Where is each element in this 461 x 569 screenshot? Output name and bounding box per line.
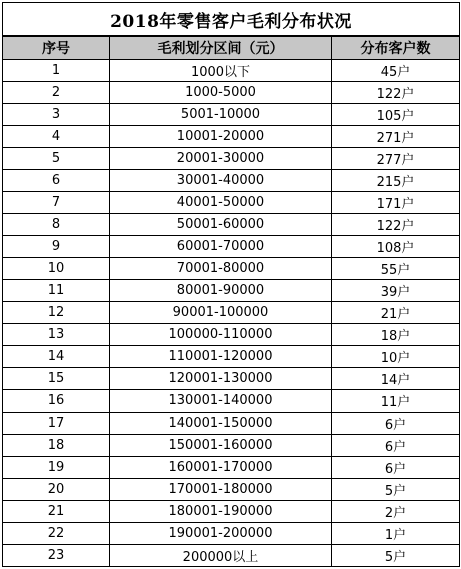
row-index-cell: 12 [3,302,110,324]
customer-count-cell: 2户 [332,500,460,522]
customer-count-cell: 14户 [332,368,460,390]
customer-count-cell: 171户 [332,192,460,214]
row-index-cell: 22 [3,522,110,544]
row-index-cell: 13 [3,324,110,346]
table-row [3,346,460,368]
margin-range-cell: 120001-130000 [110,368,332,390]
margin-range-cell: 60001-70000 [110,236,332,258]
header-index: 序号 [3,36,110,60]
margin-range-cell: 100000-110000 [110,324,332,346]
row-index-cell: 11 [3,280,110,302]
customer-count-cell: 21户 [332,302,460,324]
customer-count-cell: 215户 [332,170,460,192]
margin-range-cell: 190001-200000 [110,522,332,544]
row-index-cell: 7 [3,192,110,214]
table-body [3,60,460,567]
table-row [3,478,460,500]
table-row [3,522,460,544]
margin-range-cell: 130001-140000 [110,390,332,412]
margin-range-cell: 20001-30000 [110,148,332,170]
customer-count-cell: 105户 [332,104,460,126]
table-row [3,236,460,258]
table-row [3,500,460,522]
row-index-cell: 21 [3,500,110,522]
table-title: 2018年零售客户毛利分布状况 [3,3,460,37]
row-index-cell: 8 [3,214,110,236]
customer-count-cell: 5户 [332,478,460,500]
margin-range-cell: 90001-100000 [110,302,332,324]
table-row [3,368,460,390]
header-row [3,36,460,60]
customer-count-cell: 122户 [332,82,460,104]
row-index-cell: 16 [3,390,110,412]
margin-range-cell: 160001-170000 [110,456,332,478]
header-customer-count: 分布客户数 [332,36,460,60]
customer-count-cell: 6户 [332,434,460,456]
row-index-cell: 9 [3,236,110,258]
row-index-cell: 6 [3,170,110,192]
margin-range-cell: 150001-160000 [110,434,332,456]
customer-count-cell: 55户 [332,258,460,280]
table-row [3,82,460,104]
row-index-cell: 1 [3,60,110,82]
row-index-cell: 4 [3,126,110,148]
customer-count-cell: 108户 [332,236,460,258]
table-row [3,104,460,126]
customer-count-cell: 45户 [332,60,460,82]
table-row [3,280,460,302]
row-index-cell: 10 [3,258,110,280]
row-index-cell: 2 [3,82,110,104]
margin-range-cell: 40001-50000 [110,192,332,214]
row-index-cell: 19 [3,456,110,478]
table-row [3,324,460,346]
table-row [3,456,460,478]
customer-count-cell: 271户 [332,126,460,148]
row-index-cell: 20 [3,478,110,500]
margin-range-cell: 170001-180000 [110,478,332,500]
row-index-cell: 17 [3,412,110,434]
table-row [3,192,460,214]
row-index-cell: 3 [3,104,110,126]
customer-count-cell: 277户 [332,148,460,170]
row-index-cell: 15 [3,368,110,390]
table-row [3,214,460,236]
customer-count-cell: 5户 [332,544,460,566]
customer-count-cell: 18户 [332,324,460,346]
table-row [3,170,460,192]
row-index-cell: 18 [3,434,110,456]
row-index-cell: 5 [3,148,110,170]
table-row [3,148,460,170]
margin-range-cell: 110001-120000 [110,346,332,368]
margin-range-cell: 200000以上 [110,544,332,566]
table-row [3,434,460,456]
margin-range-cell: 1000-5000 [110,82,332,104]
table-row [3,412,460,434]
customer-count-cell: 6户 [332,456,460,478]
customer-count-cell: 11户 [332,390,460,412]
customer-count-cell: 10户 [332,346,460,368]
table-row [3,258,460,280]
customer-count-cell: 39户 [332,280,460,302]
customer-count-cell: 122户 [332,214,460,236]
table-row [3,60,460,82]
distribution-table [2,2,460,567]
margin-range-cell: 80001-90000 [110,280,332,302]
customer-count-cell: 1户 [332,522,460,544]
row-index-cell: 14 [3,346,110,368]
margin-range-cell: 1000以下 [110,60,332,82]
customer-count-cell: 6户 [332,412,460,434]
margin-range-cell: 5001-10000 [110,104,332,126]
table-row [3,544,460,566]
margin-range-cell: 30001-40000 [110,170,332,192]
margin-range-cell: 70001-80000 [110,258,332,280]
margin-range-cell: 50001-60000 [110,214,332,236]
table-row [3,390,460,412]
row-index-cell: 23 [3,544,110,566]
table-row [3,126,460,148]
margin-range-cell: 180001-190000 [110,500,332,522]
margin-range-cell: 10001-20000 [110,126,332,148]
margin-range-cell: 140001-150000 [110,412,332,434]
title-row [3,3,460,37]
table-row [3,302,460,324]
header-margin-range: 毛利划分区间（元） [110,36,332,60]
